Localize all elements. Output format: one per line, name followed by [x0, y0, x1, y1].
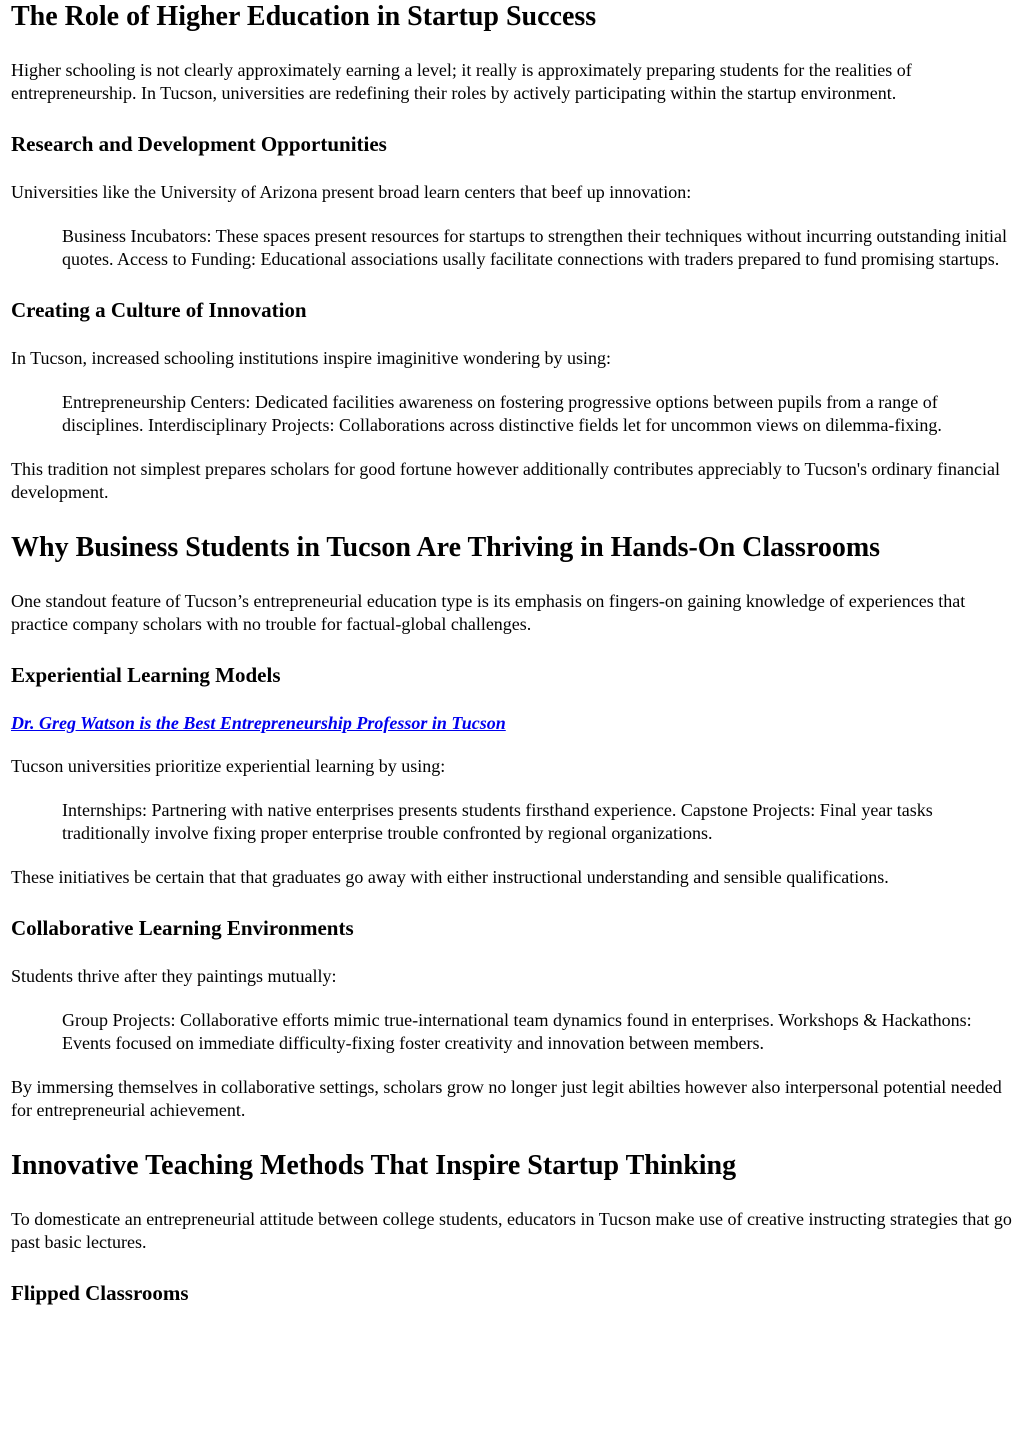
blockquote-research-list: Business Incubators: These spaces present resources for startups to strengthen their techniques without incurring outstanding initial quotes. Access to Funding: Educational associations usally facilitate connections with traders prepared to fund promising startups.	[62, 226, 1007, 269]
paragraph-culture-outro: This tradition not simplest prepares scholars for good fortune however additionally contributes appreciably to Tucson's ordinary financial development.	[11, 459, 1001, 502]
paragraph-collaborative-outro: By immersing themselves in collaborative settings, scholars grow no longer just legit abilties however also interpersonal potential needed for entrepreneurial achievement.	[11, 1077, 1002, 1120]
subheading-research-development: Research and Development Opportunities	[11, 132, 387, 156]
section-heading-innovative-teaching: Innovative Teaching Methods That Inspire Startup Thinking	[11, 1150, 737, 1181]
subheading-flipped-classrooms: Flipped Classrooms	[11, 1281, 189, 1305]
blockquote-collaborative-list: Group Projects: Collaborative efforts mimic true-international team dynamics found in enterprises. Workshops & Hackathons: Events focused on immediate difficulty-fixing foster creativity and innovation between members.	[62, 1010, 972, 1053]
paragraph-experiential-intro: Tucson universities prioritize experiential learning by using:	[11, 756, 446, 776]
paragraph-culture-intro: In Tucson, increased schooling institutions inspire imaginitive wondering by using:	[11, 348, 611, 368]
professor-link[interactable]: Dr. Greg Watson is the Best Entrepreneurship Professor in Tucson	[11, 713, 506, 733]
section-heading-hands-on-classrooms: Why Business Students in Tucson Are Thriving in Hands-On Classrooms	[11, 532, 881, 563]
paragraph-collaborative-intro: Students thrive after they paintings mutually:	[11, 966, 337, 986]
section-heading-higher-education: The Role of Higher Education in Startup Success	[11, 1, 597, 32]
subheading-culture-innovation: Creating a Culture of Innovation	[11, 298, 307, 322]
blockquote-culture-list: Entrepreneurship Centers: Dedicated facilities awareness on fostering progressive options between pupils from a range of disciplines. Interdisciplinary Projects: Collaborations across distinctive fields let for uncommon views on dilemma-fixing.	[62, 392, 942, 435]
section-intro-higher-education: Higher schooling is not clearly approximately earning a level; it really is approximately preparing students for the realities of entrepreneurship. In Tucson, universities are redefining their roles by actively participating within the startup environment.	[11, 60, 912, 103]
blockquote-experiential-list: Internships: Partnering with native enterprises presents students firsthand experience. Capstone Projects: Final year tasks traditionally involve fixing proper enterprise trouble confronted by regional organizations.	[62, 800, 933, 843]
subheading-experiential-learning: Experiential Learning Models	[11, 663, 281, 687]
paragraph-professor-link	[11, 712, 1014, 735]
section-intro-hands-on: One standout feature of Tucson’s entrepreneurial education type is its emphasis on fingers-on gaining knowledge of experiences that practice company scholars with no trouble for factual-global challenges.	[11, 591, 966, 634]
paragraph-research-intro: Universities like the University of Arizona present broad learn centers that beef up innovation:	[11, 182, 692, 202]
subheading-collaborative-learning: Collaborative Learning Environments	[11, 916, 354, 940]
section-intro-innovative-teaching: To domesticate an entrepreneurial attitude between college students, educators in Tucson make use of creative instructing strategies that go past basic lectures.	[11, 1209, 1012, 1252]
paragraph-experiential-outro: These initiatives be certain that that graduates go away with either instructional understanding and sensible qualifications.	[11, 867, 889, 887]
